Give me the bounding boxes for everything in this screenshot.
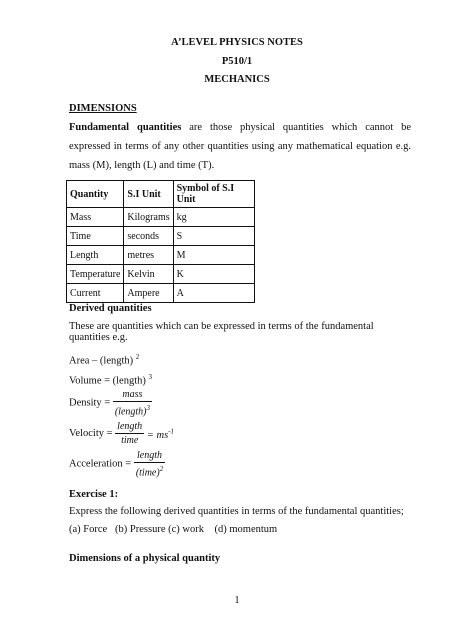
- table-header: Quantity: [67, 181, 124, 208]
- table-row: [67, 227, 255, 246]
- velocity-units-text: = ms: [146, 430, 169, 442]
- table-cell: Kelvin: [124, 265, 173, 284]
- velocity-numerator: length: [117, 421, 143, 432]
- table-cell: seconds: [124, 227, 173, 246]
- quantities-table: [66, 180, 255, 303]
- exercise-items: (a) Force (b) Pressure (c) work (d) momentum: [69, 524, 278, 535]
- table-header: S.I Unit: [124, 181, 173, 208]
- velocity-units-exponent: -1: [168, 427, 175, 436]
- density-fraction: [113, 389, 152, 418]
- acceleration-numerator: length: [134, 450, 165, 463]
- dimensions-of-quantity-heading: Dimensions of a physical quantity: [69, 553, 221, 564]
- density-equation: [69, 389, 152, 418]
- acceleration-fraction: [134, 450, 165, 479]
- derived-definition: These are quantities which can be expressed in terms of the fundamental quantities e.g.: [69, 321, 374, 343]
- course-code: P510/1: [221, 56, 253, 67]
- table-cell: Length: [67, 246, 124, 265]
- exercise-heading: Exercise 1:: [69, 489, 119, 500]
- density-label: Density =: [69, 397, 111, 409]
- table-cell: Kilograms: [124, 208, 173, 227]
- table-row: [67, 246, 255, 265]
- velocity-equation: [69, 421, 174, 447]
- table-cell: Time: [67, 227, 124, 246]
- fundamental-definition: are those physical quantities which cannot be expressed in terms of any other quantities using any mathematical equation e.g. mass (M), length (L) and time (T).: [69, 122, 412, 171]
- table-row: [67, 284, 255, 303]
- table-row: [67, 208, 255, 227]
- area-equation: [69, 350, 139, 369]
- fundamental-paragraph: [69, 118, 411, 175]
- fundamental-term: Fundamental quantities: [69, 122, 182, 133]
- area-exponent: 2: [135, 353, 140, 361]
- exercise-instruction: Express the following derived quantities in terms of the fundamental quantities;: [69, 506, 404, 517]
- volume-equation: [69, 370, 152, 389]
- doc-title: A’LEVEL PHYSICS NOTES: [171, 37, 303, 48]
- table-cell: Mass: [67, 208, 124, 227]
- acceleration-label: Acceleration =: [69, 458, 132, 470]
- derived-heading: Derived quantities: [69, 303, 152, 314]
- section-title: MECHANICS: [204, 74, 270, 85]
- dimensions-heading: DIMENSIONS: [69, 103, 137, 114]
- velocity-label: Velocity =: [69, 428, 113, 439]
- density-denominator: [113, 402, 152, 418]
- table-header: Symbol of S.I Unit: [173, 181, 254, 208]
- table-header-row: [67, 181, 255, 208]
- table-cell: metres: [124, 246, 173, 265]
- density-exponent: 3: [146, 404, 150, 412]
- velocity-denominator: time: [121, 435, 139, 446]
- density-denominator-text: (length): [114, 406, 147, 418]
- page-number: 1: [234, 595, 240, 606]
- table-cell: Temperature: [67, 265, 124, 284]
- volume-exponent: 3: [148, 373, 153, 381]
- acceleration-equation: [69, 450, 165, 479]
- table-cell: A: [173, 284, 254, 303]
- acceleration-denominator-text: (time): [135, 467, 160, 479]
- density-numerator: mass: [113, 389, 152, 402]
- area-text: Area – (length): [69, 355, 134, 367]
- table-cell: M: [173, 246, 254, 265]
- table-cell: Current: [67, 284, 124, 303]
- table-cell: S: [173, 227, 254, 246]
- velocity-units: [146, 427, 175, 442]
- volume-text: Volume = (length): [69, 375, 146, 387]
- table-cell: kg: [173, 208, 254, 227]
- acceleration-denominator: [134, 463, 165, 479]
- table-row: [67, 265, 255, 284]
- acceleration-exponent: 2: [159, 465, 164, 473]
- velocity-fraction: [115, 421, 144, 447]
- table-cell: Ampere: [124, 284, 173, 303]
- table-cell: K: [173, 265, 254, 284]
